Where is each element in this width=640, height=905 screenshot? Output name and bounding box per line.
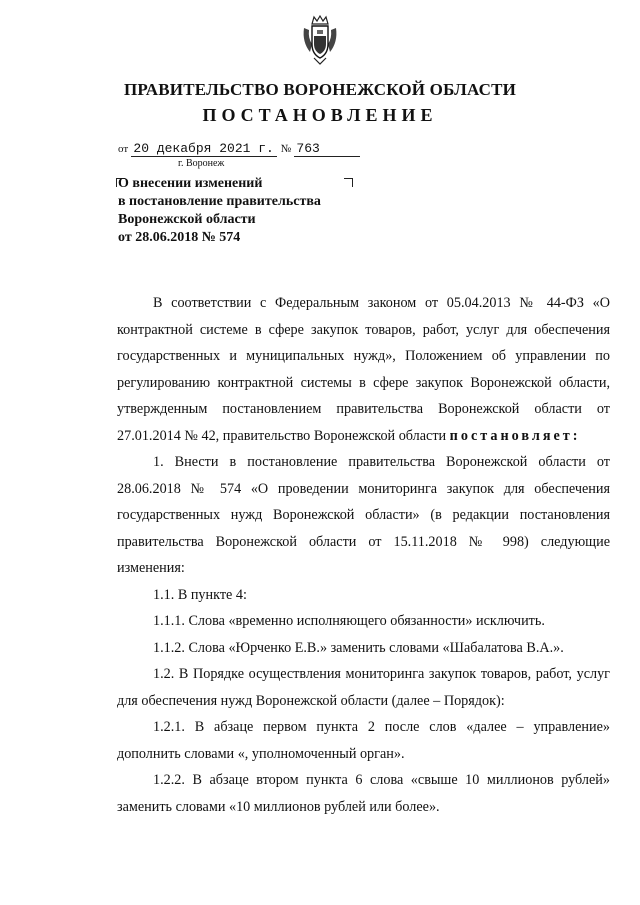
document-type: ПОСТАНОВЛЕНИЕ <box>202 105 438 125</box>
document-date: 20 декабря 2021 г. <box>131 142 277 157</box>
coat-of-arms-icon <box>300 14 340 66</box>
city-label: г. Воронеж <box>178 158 225 169</box>
document-body <box>117 290 610 820</box>
clause-1-2: 1.2. В Порядке осуществления мониторинга закупок товаров, работ, услуг для обеспечения нужд Воронежской области (далее – Порядок): <box>117 666 610 709</box>
clause-1-2-1: 1.2.1. В абзаце первом пункта 2 после слов «далее – управление» дополнить словами «, уполномоченный орган». <box>117 719 610 762</box>
date-number-line <box>118 140 360 157</box>
document-subject <box>118 175 358 247</box>
subject-line: в постановление правительства <box>118 194 321 209</box>
clause-1-1-2: 1.1.2. Слова «Юрченко Е.В.» заменить словами «Шабалатова В.А.». <box>153 639 564 656</box>
preamble-paragraph <box>117 290 610 449</box>
organization-title: ПРАВИТЕЛЬСТВО ВОРОНЕЖСКОЙ ОБЛАСТИ <box>123 80 517 99</box>
subject-line: О внесении изменений <box>118 176 263 191</box>
date-from-label: от <box>118 143 129 155</box>
resolves-word: постановляет: <box>449 427 581 444</box>
clause-1-1-1: 1.1.1. Слова «временно исполняющего обязанности» исключить. <box>153 613 545 629</box>
preamble-text: В соответствии с Федеральным законом от 05.04.2013 № 44-ФЗ «О контрактной системе в сфере закупок товаров, работ, услуг для обеспечения государственных и муниципальных нужд», Положением об управлении по регулированию контрактной системы в сфере закупок Воронежской области, утвержденным постановлением правительства Воронежской области от 27.01.2014 № 42, правительство Воронежской области <box>117 295 610 444</box>
clause-1-1: 1.1. В пункте 4: <box>153 586 247 603</box>
clause-1-2-2: 1.2.2. В абзаце втором пункта 6 слова «свыше 10 миллионов рублей» заменить словами «10 миллионов рублей или более». <box>117 772 610 815</box>
subject-line: от 28.06.2018 № 574 <box>118 230 241 245</box>
document-number: 763 <box>294 142 360 157</box>
clause-1: 1. Внести в постановление правительства Воронежской области от 28.06.2018 № 574 «О проведении мониторинга закупок для обеспечения государственных нужд Воронежской области» (в редакции постановления правительства Воронежской области от 15.11.2018 № 998) следующие изменения: <box>117 454 610 576</box>
subject-line: Воронежской области <box>118 212 256 227</box>
number-label: № <box>280 143 292 155</box>
